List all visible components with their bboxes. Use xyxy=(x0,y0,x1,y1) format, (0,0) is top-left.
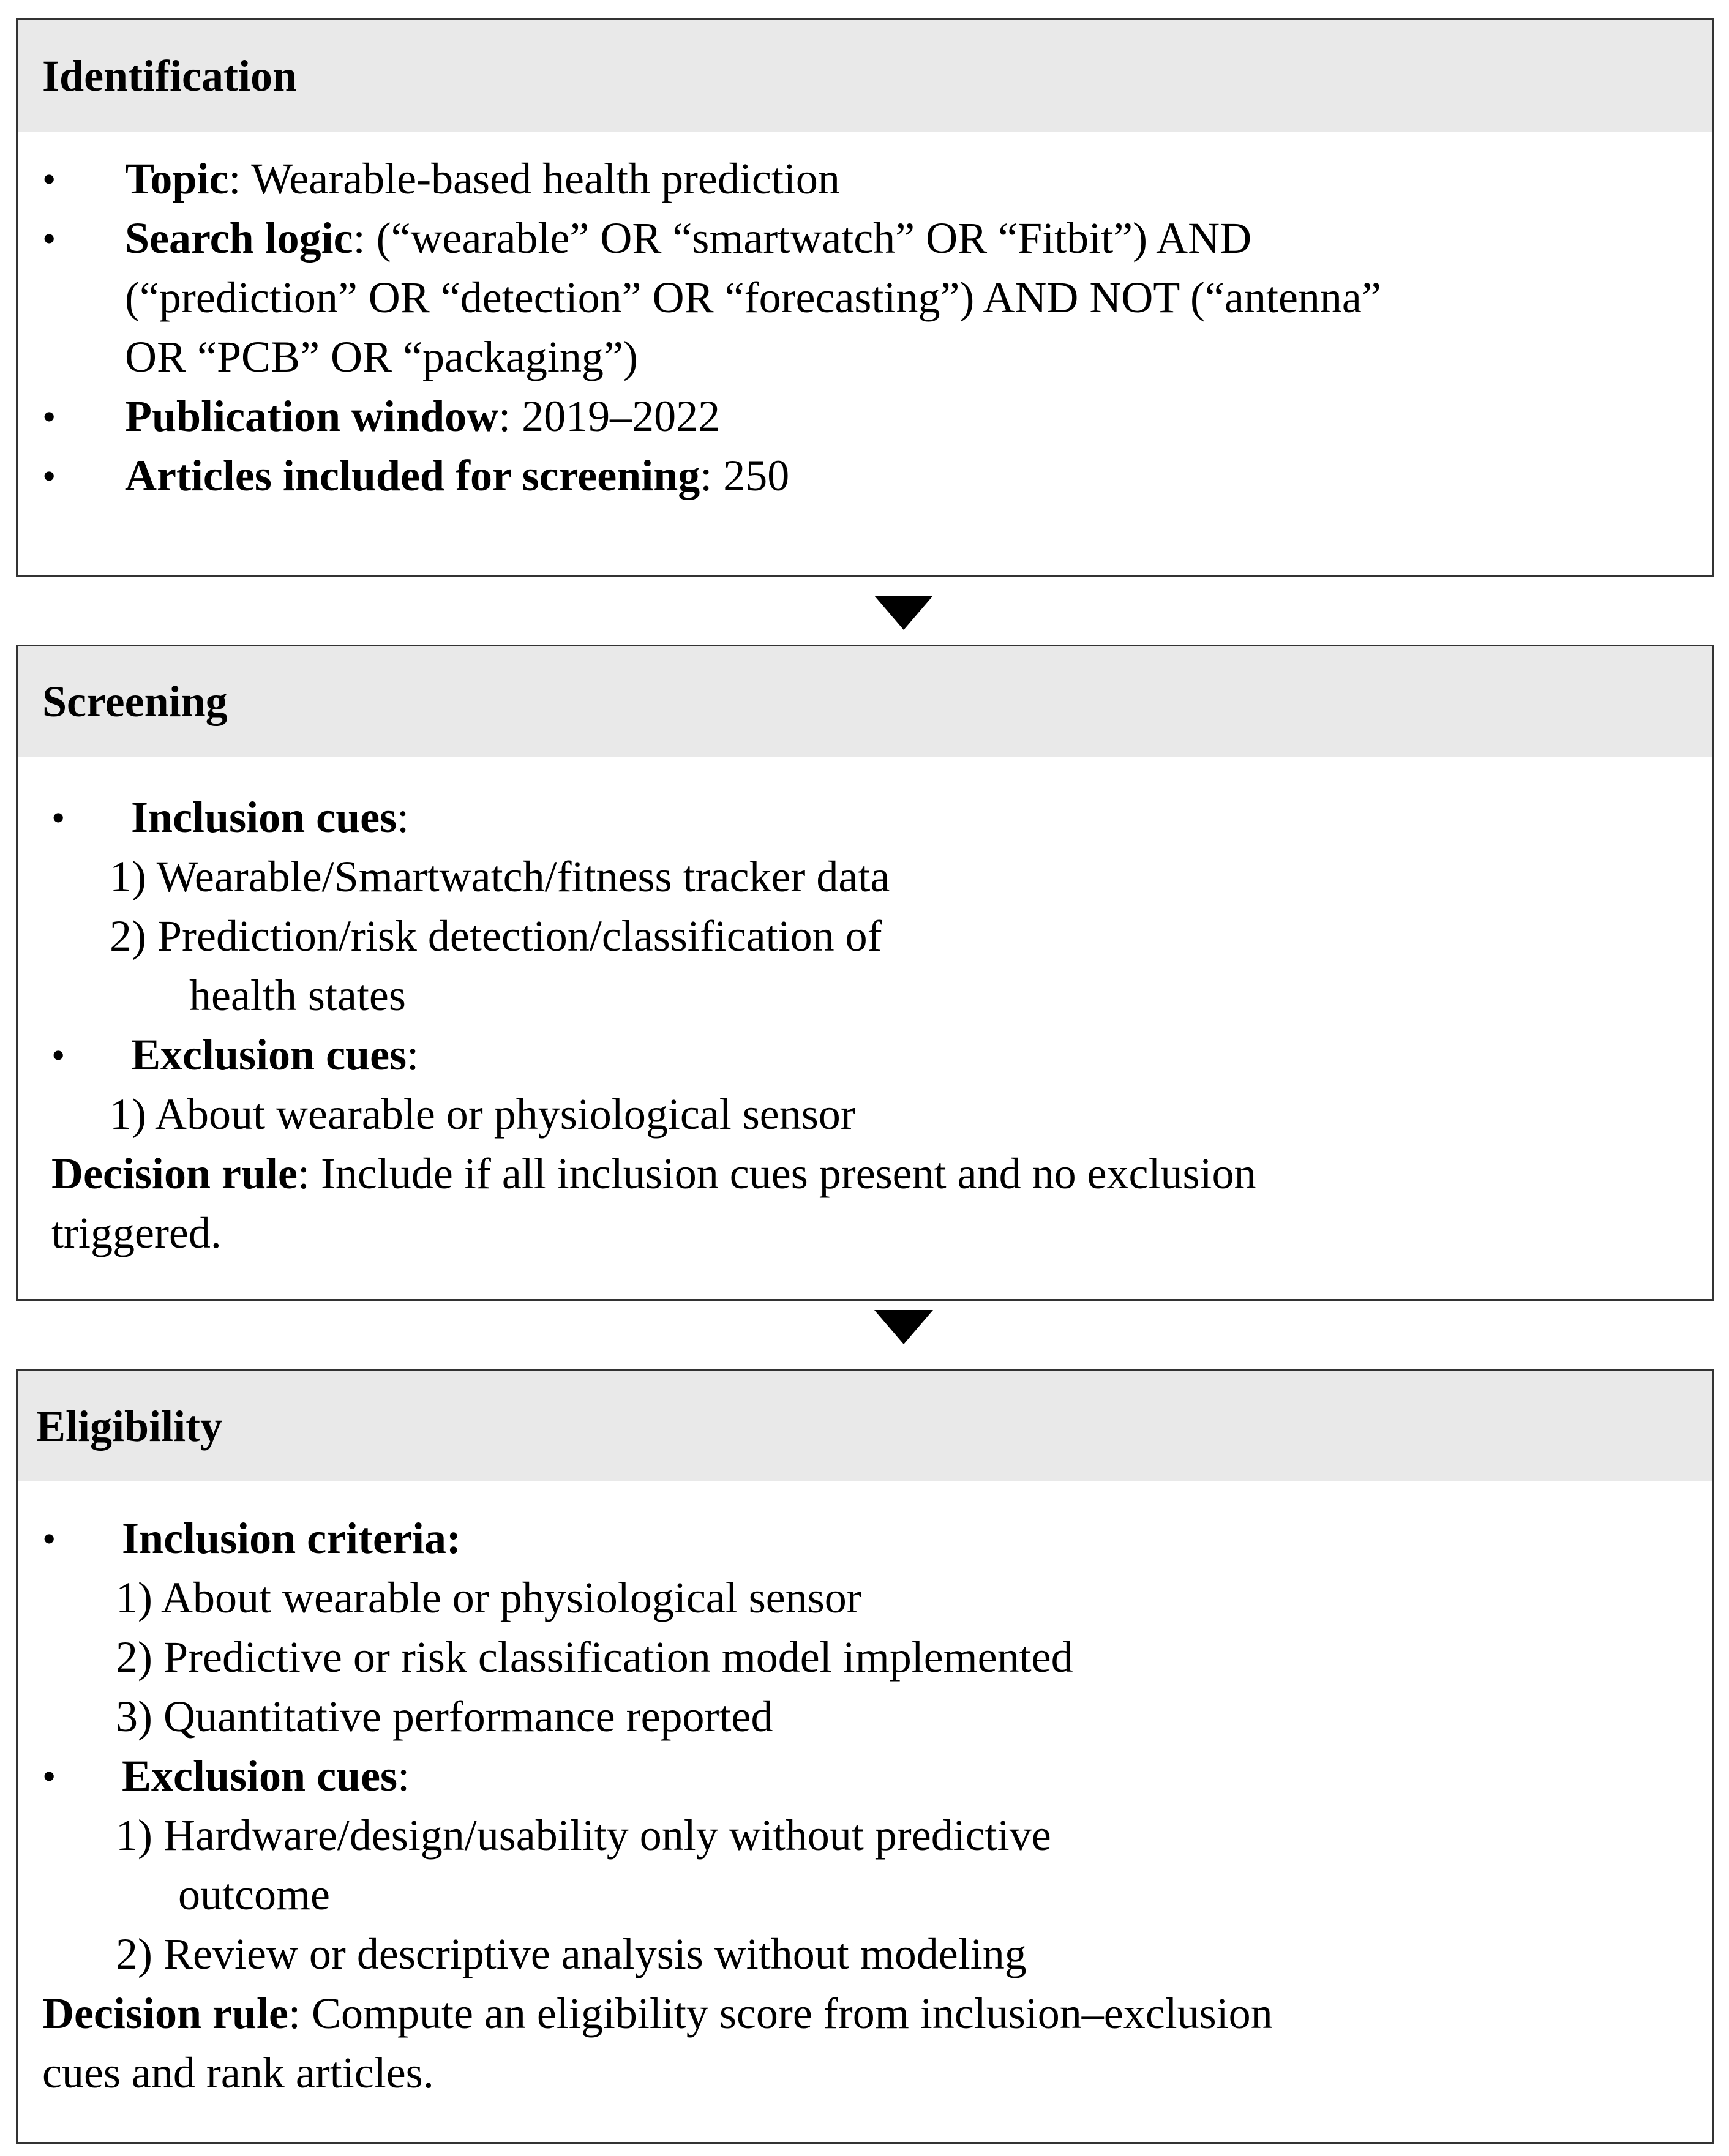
screening-exclusion-item-1: 1) About wearable or physiological sensor xyxy=(110,1090,855,1139)
eligibility-inclusion-item-1: 1) About wearable or physiological sensor xyxy=(116,1573,861,1622)
screening-box xyxy=(16,645,1714,1301)
publication-window-value: : 2019–2022 xyxy=(498,392,721,441)
bullet-icon: • xyxy=(42,454,56,498)
colon-text: : xyxy=(397,793,410,842)
eligibility-decision-line xyxy=(42,1984,1273,2043)
screening-decision-label: Decision rule xyxy=(51,1149,298,1198)
eligibility-exclusion-item-1-cont: outcome xyxy=(178,1870,330,1919)
bullet-icon: • xyxy=(42,157,56,201)
topic-line xyxy=(125,149,840,209)
eligibility-exclusion-item-1: 1) Hardware/design/usability only without predictive xyxy=(116,1811,1051,1860)
eligibility-decision-label: Decision rule xyxy=(42,1989,288,2038)
screening-header xyxy=(18,646,1712,757)
eligibility-inclusion-item-3: 3) Quantitative performance reported xyxy=(116,1692,773,1741)
screening-inclusion-label: Inclusion cues xyxy=(131,793,397,842)
screening-decision-text-1: : Include if all inclusion cues present and no exclusion xyxy=(297,1149,1256,1198)
eligibility-inclusion-item-2: 2) Predictive or risk classification model implemented xyxy=(116,1633,1073,1682)
search-logic-line-1: : (“wearable” OR “smartwatch” OR “Fitbit”) AND xyxy=(353,214,1252,263)
screening-decision-text-2: triggered. xyxy=(51,1208,222,1257)
screening-exclusion-line xyxy=(131,1025,419,1085)
down-arrow-icon xyxy=(874,596,933,630)
articles-label: Articles included for screening xyxy=(125,451,700,500)
screening-inclusion-item-2: 2) Prediction/risk detection/classification of xyxy=(110,911,882,960)
bullet-icon: • xyxy=(42,395,56,438)
search-logic-line xyxy=(125,209,1251,268)
down-arrow-icon xyxy=(874,1310,933,1344)
articles-line xyxy=(125,446,789,506)
eligibility-box xyxy=(16,1369,1714,2144)
publication-window-line xyxy=(125,387,720,446)
screening-inclusion-item-2-cont: health states xyxy=(189,971,406,1020)
eligibility-title: Eligibility xyxy=(36,1402,223,1451)
eligibility-header xyxy=(18,1371,1712,1481)
screening-inclusion-line xyxy=(131,788,409,847)
bullet-icon: • xyxy=(42,1517,56,1560)
screening-title: Screening xyxy=(42,677,228,726)
identification-box xyxy=(16,18,1714,577)
eligibility-exclusion-label: Exclusion cues xyxy=(122,1751,398,1800)
screening-exclusion-label: Exclusion cues xyxy=(131,1030,407,1079)
identification-header xyxy=(18,20,1712,132)
eligibility-exclusion-item-2: 2) Review or descriptive analysis without modeling xyxy=(116,1930,1027,1978)
eligibility-inclusion-line xyxy=(122,1509,461,1568)
search-logic-line-3: OR “PCB” OR “packaging”) xyxy=(125,332,638,381)
articles-value: : 250 xyxy=(700,451,790,500)
bullet-icon: • xyxy=(51,1033,66,1077)
bullet-icon: • xyxy=(42,217,56,260)
screening-inclusion-item-1: 1) Wearable/Smartwatch/fitness tracker data xyxy=(110,852,890,901)
publication-window-label: Publication window xyxy=(125,392,499,441)
eligibility-exclusion-line xyxy=(122,1746,410,1806)
colon-text: : xyxy=(407,1030,419,1079)
topic-label: Topic xyxy=(125,154,229,203)
eligibility-decision-text-2: cues and rank articles. xyxy=(42,2048,434,2097)
colon-text: : xyxy=(397,1751,410,1800)
identification-title: Identification xyxy=(42,51,298,100)
topic-value: : Wearable-based health prediction xyxy=(228,154,840,203)
screening-decision-line xyxy=(51,1144,1256,1203)
bullet-icon: • xyxy=(51,796,66,839)
eligibility-decision-text-1: : Compute an eligibility score from inclusion–exclusion xyxy=(288,1989,1273,2038)
eligibility-inclusion-label: Inclusion criteria: xyxy=(122,1514,461,1563)
search-logic-line-2: (“prediction” OR “detection” OR “forecasting”) AND NOT (“antenna” xyxy=(125,273,1381,322)
search-logic-label: Search logic xyxy=(125,214,353,263)
bullet-icon: • xyxy=(42,1754,56,1798)
